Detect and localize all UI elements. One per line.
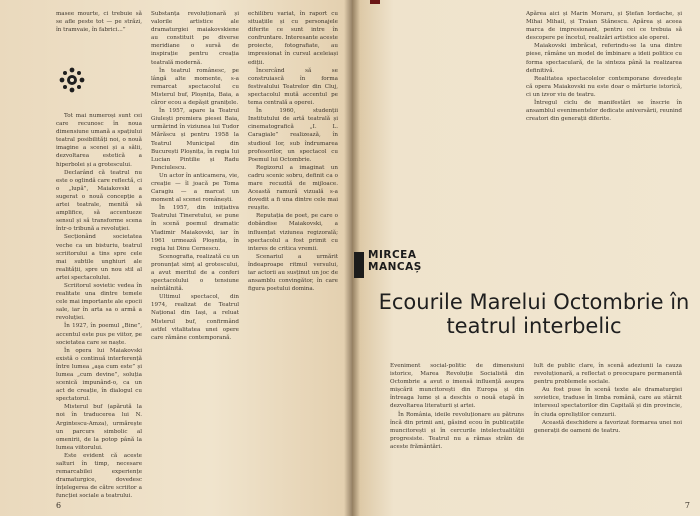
paragraph: În 1957, din inițiativa Teatrului Tineretului, se pune în scenă poemul dramatic Vladimir Maiakovski, iar în 1961 urmează Ploșnița, în regia lui Dinu Cernescu. bbox=[151, 205, 239, 252]
paragraph: Este evident că aceste salturi în timp, necesare remarcabilei experiențe dramaturgice, dovedesc înțelegerea de către scriitor a funcției sociale a teatrului. bbox=[56, 452, 142, 500]
paragraph: Secționând societatea veche ca un bisturiu, teatrul scriitorului a tins spre cele mai subtile unghiuri ale realității, spre un nou stil al artei spectacolului. bbox=[56, 234, 142, 281]
paragraph: Substanța revoluționară și valorile artistice ale dramaturgiei maiakovskiene au constituit pe diverse meridiane o sursă de inspirație pentru creația teatrală modernă. bbox=[151, 11, 239, 66]
paragraph: Eveniment social-politic de dimensiuni istorice, Marea Revoluție Socialistă din Octombrie a avut o imensă influență asupra mișcării muncitorești din Europa și din întreaga lume și a deschis o nouă etapă în dezvoltarea literaturii și artei. bbox=[390, 363, 524, 410]
paragraph: În România, ideile revoluționare au pătruns încă din primii ani, găsind ecou în publicațiile muncitorești și în cercurile intelectualității progresiste. Teatrul nu a rămas străin de aceste frământări. bbox=[390, 411, 524, 450]
paragraph: Declarând că teatrul nu este o oglindă care reflectă, ci o „lupă”, Maiakovski a sugerat o nouă concepție a artei teatrale, menită să amplifice, să accentueze sensul și să transforme scena într-o tribună a revoluției. bbox=[56, 169, 142, 233]
paragraph: Scenariul a urmărit îndeaproape ritmul versului, iar actorii au susținut un joc de ansamblu convingător, în care figura poetului domina. bbox=[248, 253, 338, 293]
left-col-2 bbox=[151, 10, 239, 502]
paragraph: Apărea aici și Marin Moraru, și Ștefan Iordache, și Mihai Mihail, și Traian Stănescu. Apărea și aceea marca de impresionant, pentru cei ce trebuia să descopere pe încetul, realizări artistice ale operei. bbox=[526, 11, 682, 42]
paragraph: echilibru variat, în raport cu situațiile și cu personajele diferite ce sunt intre în confruntare. Interesante aceste proiecte, fotografiate, au impresionat în cursul aceleiași ediții. bbox=[248, 11, 338, 66]
paragraph: Încercând să se construiască în forma festivalului Teatrelor din Cluj, spectacolul mută accentul pe tema centrală a operei. bbox=[248, 67, 338, 107]
left-col-1 bbox=[56, 10, 142, 34]
paragraph: Reputația de poet, pe care o dobândise Maiakovski, a influențat viziunea regizorală; spectacolul a fost primit cu interes de critica vremii. bbox=[248, 213, 338, 252]
right-bottom-col-1 bbox=[390, 362, 524, 504]
star-ornament-icon bbox=[58, 66, 86, 94]
bookmark-tab bbox=[370, 0, 380, 4]
paragraph: Această deschidere a favorizat formarea unei noi generații de oameni de teatru. bbox=[534, 419, 682, 434]
paragraph: Scriitorul sovietic vedea în realitate una dintre temele cele mai importante ale epocii sale, iar în arta sa o armă a revoluției. bbox=[56, 282, 142, 322]
paragraph: Realitatea spectacolelor contemporane dovedește că opera Maiakovski nu este doar o mărturie istorică, ci un izvor viu de teatru. bbox=[526, 75, 682, 98]
left-col-3 bbox=[248, 10, 338, 502]
paragraph: Întregul ciclu de manifestări se înscrie în ansamblul evenimentelor dedicate aniversării, reunind creatori din generații diferite. bbox=[526, 100, 682, 123]
paragraph: În 1927, în poemul „Bine”, accentul este pus pe viitor, pe societatea care se naște. bbox=[56, 323, 142, 346]
paragraph: Un actor în anticamera, vie, creație — îl joacă pe Toma Caragiu — a marcat un moment al scenei românești. bbox=[151, 172, 239, 204]
paragraph: Regizorul a imaginat un cadru scenic sobru, definit ca o mare recuzită de mijloace. Această ramură vizuală s-a dovedit a fi una dintre cele mai reușite. bbox=[248, 164, 338, 212]
paragraph: În opera lui Maiakovski există o continuă interferență între lumea „aşa cum este” și lumea „cum devine”, soluția scenică impunând-o, ca un act de creație, în dialogul cu spectatorul. bbox=[56, 347, 142, 403]
paragraph: Scenografia, realizată cu un pronunțat simț al grotescului, a avut meritul de a conferi spectacolului o tensiune neîntâlnită. bbox=[151, 253, 239, 293]
right-bottom-col-2 bbox=[534, 362, 682, 494]
paragraph: masee mourte, ci trebuie să se afle peste tot — pe străzi, în tramvaie, în fabrici...” bbox=[56, 11, 142, 34]
paragraph: Misterul buf (apărută la noi în traducerea lui N. Argintescu-Amza), urmărește un parcurs simbolic al omenirii, de la potop până la lumea viitorului. bbox=[56, 404, 142, 451]
paragraph: În 1960, studenții Institutului de artă teatrală și cinematografică „I. L. Caragiale” realizează, în studioul lor, sub îndrumarea profesorilor, un spectacol cu Poemul lui Octombrie. bbox=[248, 108, 338, 163]
paragraph: În teatrul românesc, pe lângă alte momente, s-a remarcat spectacolul cu Misterul buf, Ploșnița, Baia, a căror ecou a depășit granițele. bbox=[151, 67, 239, 107]
page-number: 6 bbox=[56, 501, 62, 510]
paragraph: Maiakovski imbrăcat, referindu-se la una dintre piese, rămâne un model de îmbinare a ideii politice cu forma spectaculară, de la sinteza până la realizarea definitivă. bbox=[526, 43, 682, 74]
right-top-col bbox=[526, 10, 682, 240]
paragraph: În 1957, apare la Teatrul Giulești premiera piesei Baia, urmărind în viziunea lui Tudor Mărăscu și pentru 1958 la Teatrul Municipal din București Ploșnița, în regia lui Lucian Pintilie și Radu Penciulescu. bbox=[151, 108, 239, 171]
page-number: 7 bbox=[684, 501, 690, 510]
paragraph: lult de public clare, în scenă adeziunii la cauza revoluționară, a reflectat o preocupare permanentă pentru problemele sociale. bbox=[534, 363, 682, 386]
left-col-1-body bbox=[56, 112, 142, 502]
paragraph: Ultimul spectacol, din 1974, realizat de Teatrul Național din Iași, a reluat Misterul buf, confirmând astfel vitalitatea unei opere care rămâne contemporană. bbox=[151, 294, 239, 341]
paragraph: Tot mai numeroși sunt cei care recunosc în noua dimensiune umană a spațiului teatral posibilități noi, o nouă imagine a scenei și a sălii, dezvoltarea estetică a hiperbolei și a grotescului. bbox=[56, 113, 142, 168]
article-title: Ecourile Marelui Octombrie în teatrul interbelic bbox=[378, 290, 690, 338]
author-marker bbox=[354, 252, 364, 278]
article-author: MIRCEA MANCAȘ bbox=[368, 249, 422, 273]
paragraph: Au fost puse în scenă texte ale dramaturgiei sovietice, traduse în limba română, care au stârnit interesul spectatorilor din Capitală și din provincie, în ciuda opreliștilor cenzurii. bbox=[534, 387, 682, 418]
